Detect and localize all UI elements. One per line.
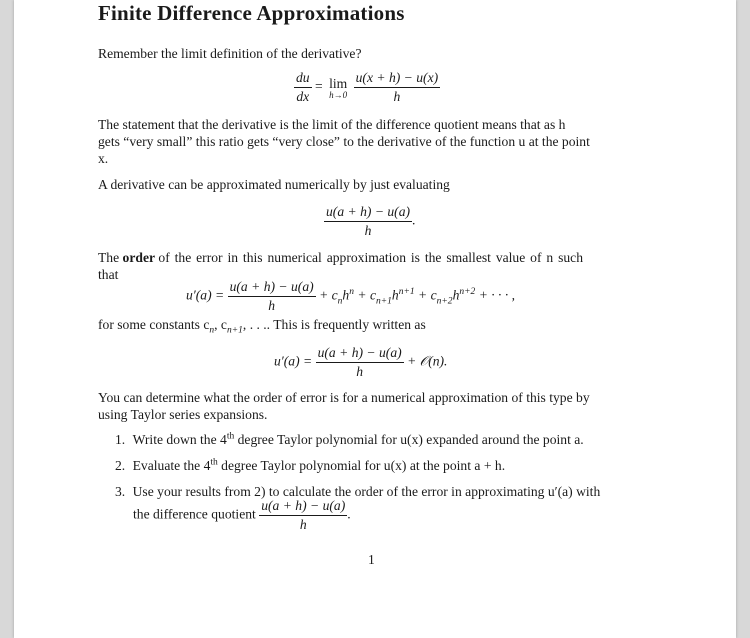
fraction-numerator: u(a + h) − u(a) bbox=[259, 498, 347, 516]
equals-sign: = bbox=[315, 78, 323, 94]
page-number: 1 bbox=[368, 552, 375, 567]
fraction-denominator: h bbox=[268, 298, 276, 313]
equation-lhs: u′(a) = bbox=[274, 353, 313, 369]
difference-quotient-a bbox=[228, 279, 316, 314]
period: . bbox=[412, 212, 416, 228]
difference-quotient-a bbox=[316, 345, 404, 380]
fraction-denominator: h bbox=[356, 364, 364, 379]
order-definition-line-2: that bbox=[98, 267, 119, 282]
text-segment: , c bbox=[214, 317, 227, 332]
limit-operator bbox=[329, 76, 347, 100]
fraction-numerator: du bbox=[294, 70, 312, 88]
list-number: 3. bbox=[115, 484, 126, 499]
fraction-numerator: u(a + h) − u(a) bbox=[324, 204, 412, 222]
fraction-denominator: h bbox=[364, 223, 372, 238]
term-h: h bbox=[391, 287, 399, 303]
text-segment: degree Taylor polynomial for u(x) expanded around the point a. bbox=[237, 432, 584, 447]
taylor-intro-line-1: You can determine what the order of error is for a numerical approximation of this type by bbox=[98, 390, 590, 405]
text-segment: of the error in this numerical approximation is the smallest value of n such bbox=[158, 250, 583, 265]
limit-explanation-line-3: x. bbox=[98, 151, 109, 166]
fraction-denominator: h bbox=[393, 89, 401, 104]
subscript: n+1 bbox=[375, 296, 392, 307]
limit-explanation-line-2: gets “very small” this ratio gets “very close” to the derivative of the function u at the point bbox=[98, 134, 590, 149]
list-number: 2. bbox=[115, 458, 126, 473]
constants-text bbox=[98, 316, 426, 336]
limit-subscript: h→0 bbox=[329, 89, 348, 100]
difference-quotient-a bbox=[259, 498, 347, 533]
equation-lhs: u′(a) = bbox=[186, 287, 225, 303]
document-page bbox=[14, 0, 736, 638]
limit-label: lim bbox=[329, 75, 348, 91]
subscript: n bbox=[337, 296, 343, 307]
difference-quotient-a bbox=[324, 204, 412, 239]
term-ellipsis: + · · · , bbox=[478, 287, 516, 303]
list-item bbox=[115, 457, 505, 474]
page-title: Finite Difference Approximations bbox=[98, 1, 405, 25]
term-h: h bbox=[452, 287, 460, 303]
text-segment: for some constants c bbox=[98, 317, 210, 332]
fraction-denominator: h bbox=[299, 517, 307, 532]
approximation-intro: A derivative can be approximated numerically by just evaluating bbox=[98, 177, 450, 192]
superscript: n+1 bbox=[398, 287, 415, 298]
equation-big-o bbox=[274, 345, 447, 380]
term-plus: + c bbox=[357, 287, 376, 303]
subscript: n+1 bbox=[226, 325, 243, 336]
term-plus: + c bbox=[418, 287, 437, 303]
text-segment: The bbox=[98, 250, 120, 265]
bold-term-order: order bbox=[122, 250, 156, 265]
intro-text: Remember the limit definition of the derivative? bbox=[98, 46, 362, 61]
superscript: n+2 bbox=[459, 287, 476, 298]
term-plus: + c bbox=[319, 287, 338, 303]
fraction-numerator: u(a + h) − u(a) bbox=[316, 345, 404, 363]
fraction-numerator: u(x + h) − u(x) bbox=[354, 70, 441, 88]
superscript: n bbox=[349, 287, 354, 298]
text-segment: Write down the 4 bbox=[132, 432, 227, 447]
fraction-du-dx bbox=[294, 70, 312, 105]
term-h: h bbox=[342, 287, 350, 303]
period: . bbox=[347, 506, 351, 522]
text-segment: Use your results from 2) to calculate the order of the error in approximating u′(a) with bbox=[132, 484, 601, 499]
list-number: 1. bbox=[115, 432, 126, 447]
subscript: n+2 bbox=[436, 296, 453, 307]
superscript: th bbox=[210, 457, 218, 468]
fraction-denominator: dx bbox=[296, 89, 310, 104]
text-segment: Evaluate the 4 bbox=[132, 458, 211, 473]
taylor-intro-line-2: using Taylor series expansions. bbox=[98, 407, 268, 422]
equation-derivative-definition bbox=[294, 70, 440, 105]
equation-forward-difference bbox=[324, 204, 415, 239]
limit-explanation-line-1: The statement that the derivative is the limit of the difference quotient means that as h bbox=[98, 117, 566, 132]
list-item bbox=[115, 431, 584, 448]
equation-error-series bbox=[186, 279, 515, 314]
text-segment: , . . .. This is frequently written as bbox=[242, 317, 426, 332]
subscript: n bbox=[209, 325, 215, 336]
fraction-numerator: u(a + h) − u(a) bbox=[228, 279, 316, 297]
text-segment: degree Taylor polynomial for u(x) at the point a + h. bbox=[221, 458, 506, 473]
list-item-continuation bbox=[133, 498, 351, 533]
text-segment: the difference quotient bbox=[133, 506, 256, 522]
big-o-term: + 𝒪(n). bbox=[407, 353, 448, 369]
difference-quotient-x bbox=[354, 70, 441, 105]
order-definition-line-1 bbox=[98, 249, 651, 266]
superscript: th bbox=[226, 431, 235, 442]
